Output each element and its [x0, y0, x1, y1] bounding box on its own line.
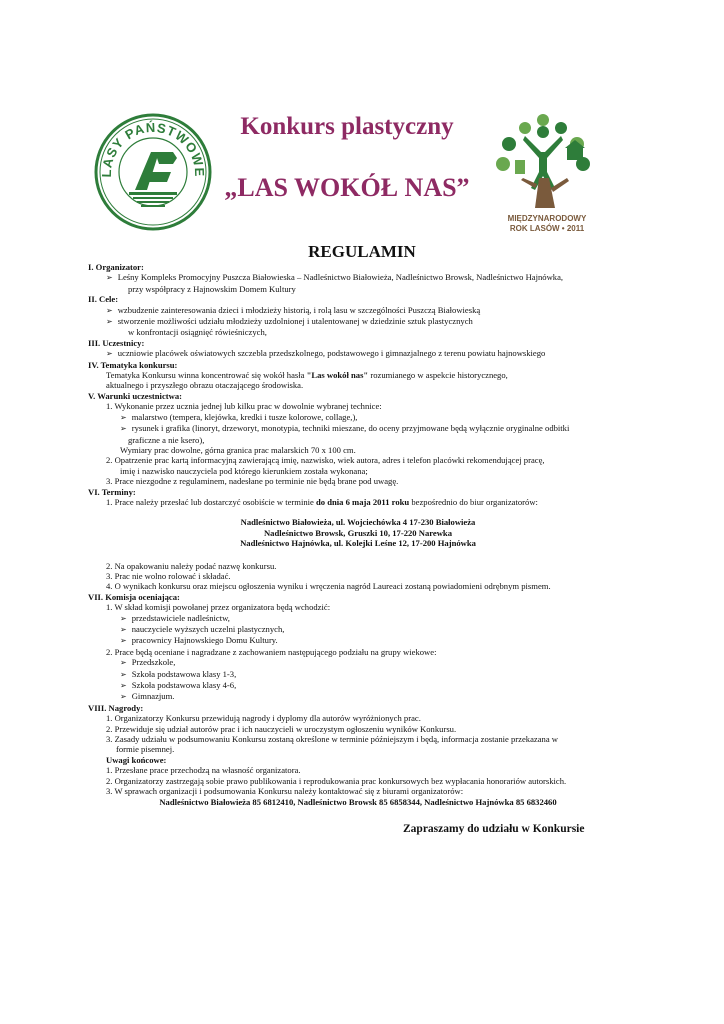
- list-item: 1. Przesłane prace przechodzą na własność organizatora.: [106, 765, 301, 776]
- section-heading: III. Uczestnicy:: [88, 337, 145, 348]
- address-line: Nadleśnictwo Browsk, Gruszki 10, 17-220 Narewka: [263, 527, 453, 538]
- list-item-continuation: imię i nazwisko nauczyciela pod którego kierunkiem została wykonana;: [120, 465, 368, 476]
- list-item: ➢ Przedszkole,: [88, 657, 628, 668]
- lasy-panstwowe-logo: [93, 112, 213, 232]
- list-item: 3. Prace niezgodne z regulaminem, nadesłane po terminie nie będą brane pod uwagę.: [106, 476, 399, 487]
- list-item: 1. W skład komisji powołanej przez organizatora będą wchodzić:: [106, 602, 331, 613]
- paragraph: aktualnego i przyszłego obrazu otaczającego środowiska.: [106, 380, 304, 391]
- section-heading: VII. Komisja oceniająca:: [88, 591, 180, 602]
- text: bezpośrednio do biur organizatorów:: [409, 496, 538, 507]
- section-heading: VI. Terminy:: [88, 486, 136, 497]
- list-item: 2. Organizatorzy zastrzegają sobie prawo publikowania i reprodukowania prac konkursowych bez wypłacania honorariów autorskich.: [106, 775, 567, 786]
- regulamin-heading: REGULAMIN: [308, 242, 416, 261]
- list-item: 3. W sprawach organizacji i podsumowania Konkursu należy kontaktować się z biurami organizatorów:: [106, 786, 464, 797]
- text: Tematyka Konkursu winna koncentrować się wokół hasła: [106, 370, 307, 381]
- list-item: 3. Zasady udziału w podsumowaniu Konkursu zostaną określone w terminie późniejszym i będą, informacja zostanie przekazana w: [106, 734, 558, 745]
- list-item: ➢ Leśny Kompleks Promocyjny Puszcza Białowieska – Nadleśnictwo Białowieża, Nadleśnictwo Browsk, Nadleśnictwo Hajnówka,: [88, 272, 628, 283]
- list-item-continuation: przy współpracy z Hajnowskim Domem Kultury: [128, 283, 296, 294]
- invitation-text: Zapraszamy do udziału w Konkursie: [403, 823, 585, 835]
- list-item: ➢ nauczyciele wyższych uczelni plastycznych,: [88, 624, 628, 635]
- list-item-continuation: formie pisemnej.: [116, 744, 175, 755]
- text: 1. Prace należy przesłać lub dostarczyć osobiście w terminie: [106, 496, 316, 507]
- list-item: ➢ pracownicy Hajnowskiego Domu Kultury.: [88, 635, 628, 646]
- list-item: 1. Organizatorzy Konkursu przewidują nagrody i dyplomy dla autorów wyróżnionych prac.: [106, 713, 421, 724]
- deadline: do dnia 6 maja 2011 roku: [316, 496, 410, 507]
- paragraph: [88, 370, 628, 380]
- list-item: 2. Na opakowaniu należy podać nazwę konkursu.: [106, 560, 277, 571]
- list-item: 2. Przewiduje się udział autorów prac i ich nauczycieli w uroczystym ogłoszeniu wyników Konkursu.: [106, 723, 457, 734]
- slogan: "Las wokół nas": [306, 370, 369, 381]
- list-item: 2. Prace będą oceniane i nagradzane z zachowaniem następującego podziału na grupy wiekowe:: [106, 646, 437, 657]
- contest-subtitle: „LAS WOKÓŁ NAS”: [224, 173, 470, 202]
- list-item: 2. Opatrzenie prac kartą informacyjną zawierającą imię, nazwisko, wiek autora, adres i telefon placówki rekomendującej pracę,: [106, 455, 545, 466]
- logo-right-line2: ROK LASÓW • 2011: [509, 224, 585, 233]
- section-heading: I. Organizator:: [88, 262, 144, 272]
- address-line: Nadleśnictwo Hajnówka, ul. Kolejki Leśne 12, 17-200 Hajnówka: [240, 538, 476, 549]
- list-item: ➢ przedstawiciele nadleśnictw,: [88, 613, 628, 624]
- logo-right-line1: MIĘDZYNARODOWY: [507, 214, 587, 223]
- list-item-continuation: graficzne a nie ksero),: [128, 434, 205, 445]
- list-item: ➢ uczniowie placówek oświatowych szczebla przedszkolnego, podstawowego i gimnazjalnego z terenu powiatu hajnowskiego: [88, 348, 628, 359]
- list-item: ➢ Szkoła podstawowa klasy 4-6,: [88, 680, 628, 691]
- section-heading: II. Cele:: [88, 294, 119, 305]
- text: rozumianego w aspekcie historycznego,: [368, 370, 508, 381]
- list-item: ➢ stworzenie możliwości udziału młodzieży uzdolnionej i utalentowanej w dziedzinie sztuk plastycznych: [88, 316, 628, 327]
- list-item: ➢ wzbudzenie zainteresowania dzieci i młodzieży historią, i rolą lasu w szczególności Puszczą Białowieską: [88, 305, 628, 316]
- contest-title: Konkurs plastyczny: [240, 113, 454, 140]
- address-line: Nadleśnictwo Białowieża, ul. Wojciechówka 4 17-230 Białowieża: [240, 517, 476, 528]
- list-item: 1. Wykonanie przez ucznia jednej lub kilku prac w dowolnie wybranej technice:: [106, 401, 382, 412]
- section-heading: VIII. Nagrody:: [88, 702, 144, 713]
- section-heading: IV. Tematyka konkursu:: [88, 359, 178, 370]
- list-item: ➢ rysunek i grafika (linoryt, drzeworyt, monotypia, techniki mieszane, do oceny przyjmowane będą wyłącznie oryginalne odbitki: [88, 423, 628, 434]
- list-item-continuation: w konfrontacji osiągnięć rówieśniczych,: [128, 327, 267, 338]
- list-item: ➢ malarstwo (tempera, klejówka, kredki i tusze kolorowe, collage,),: [88, 412, 628, 423]
- list-item: ➢ Szkoła podstawowa klasy 1-3,: [88, 669, 628, 680]
- section-heading: Uwagi końcowe:: [106, 754, 167, 765]
- contact-phones: Nadleśnictwo Białowieża 85 6812410, Nadleśnictwo Browsk 85 6858344, Nadleśnictwo Hajnówka 85 6832460: [159, 796, 557, 807]
- regulations-body: [88, 262, 628, 807]
- section-heading: V. Warunki uczestnictwa:: [88, 390, 182, 401]
- list-item: ➢ Gimnazjum.: [88, 691, 628, 702]
- list-item: 3. Prac nie wolno rolować i składać.: [106, 570, 231, 581]
- svg-text:LASY PAŃSTWOWE: LASY PAŃSTWOWE: [98, 119, 208, 178]
- list-item: [88, 497, 628, 507]
- spacer: [88, 507, 628, 517]
- spacer: [88, 549, 628, 561]
- list-item: 4. O wynikach konkursu oraz miejscu ogłoszenia wyniku i wręczenia nagród Laureaci zostaną powiadomieni odrębnym pismem.: [106, 581, 551, 592]
- paragraph: Wymiary prac dowolne, górna granica prac malarskich 70 x 100 cm.: [120, 444, 356, 455]
- international-year-of-forests-logo: [485, 108, 610, 238]
